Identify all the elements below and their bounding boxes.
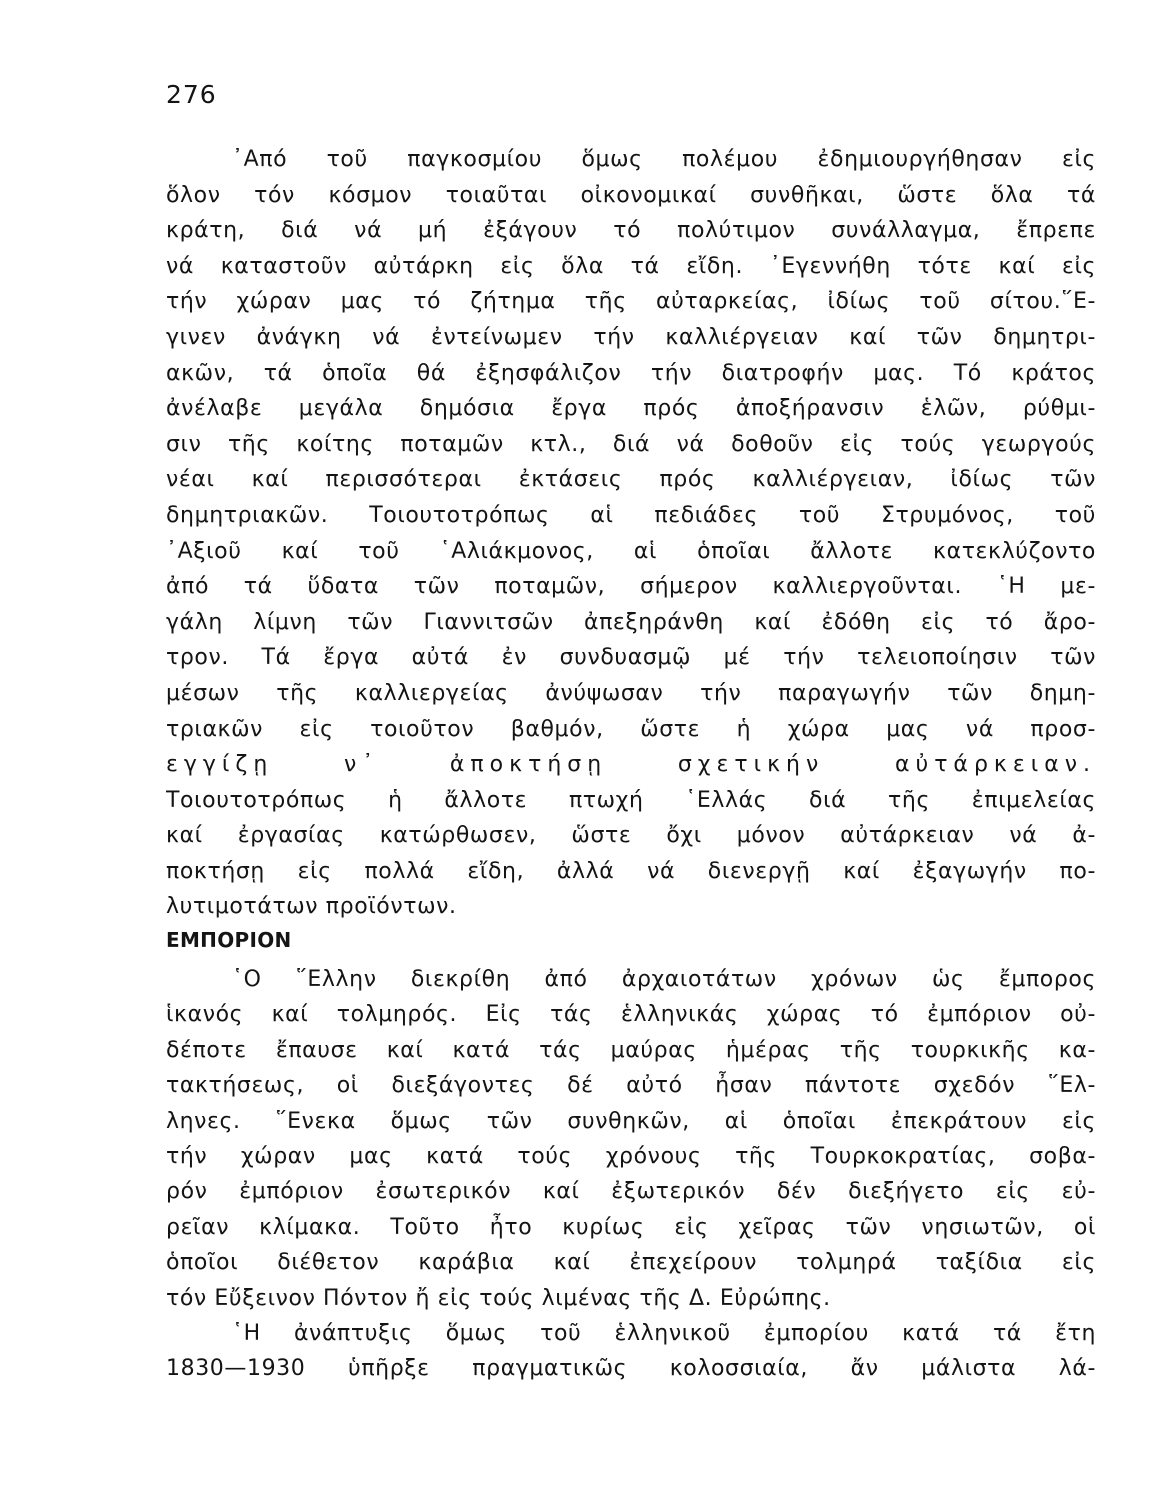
text-line: Τοιουτοτρόπως ἡ ἄλλοτε πτωχή ῾Ελλάς διά τῆς ἐπιμελείας — [166, 787, 1096, 813]
paragraph-agriculture — [166, 142, 1096, 925]
text-line: ἱκανός καί τολμηρός. Εἰς τάς ἑλληνικάς χώρας τό ἐμπόριον οὐ- — [166, 1002, 1096, 1028]
page-number: 276 — [166, 80, 217, 109]
text-line: ληνες. ῞Ενεκα ὅμως τῶν συνθηκῶν, αἱ ὁποῖαι ἐπεκράτουν εἰς — [166, 1108, 1096, 1134]
text-line: δέποτε ἔπαυσε καί κατά τάς μαύρας ἡμέρας τῆς τουρκικῆς κα- — [166, 1037, 1096, 1063]
text-line: τήν χώραν μας τό ζήτημα τῆς αὐταρκείας, ἰδίως τοῦ σίτου.῞Ε- — [166, 289, 1096, 315]
paragraph-commerce — [166, 962, 1096, 1387]
text-line: τήν χώραν μας κατά τούς χρόνους τῆς Τουρκοκρατίας, σοβα- — [166, 1143, 1096, 1169]
text-line: τριακῶν εἰς τοιοῦτον βαθμόν, ὥστε ἡ χώρα μας νά προσ- — [166, 716, 1096, 742]
text-line: ᾿Από τοῦ παγκοσμίου ὅμως πολέμου ἐδημιουργήθησαν εἰς — [232, 147, 1096, 172]
text-line: γάλη λίμνη τῶν Γιαννιτσῶν ἀπεξηράνθη καί ἐδόθη εἰς τό ἄρο- — [166, 609, 1096, 635]
text-line: ποκτήσῃ εἰς πολλά εἴδη, ἀλλά νά διενεργῇ καί ἐξαγωγήν πο- — [166, 858, 1096, 884]
text-line: ὁποῖοι διέθετον καράβια καί ἐπεχείρουν τολμηρά ταξίδια εἰς — [166, 1250, 1096, 1276]
text-line: ὅλον τόν κόσμον τοιαῦται οἰκονομικαί συνθῆκαι, ὥστε ὅλα τά — [166, 182, 1096, 208]
text-line: μέσων τῆς καλλιεργείας ἀνύψωσαν τήν παραγωγήν τῶν δημη- — [166, 680, 1096, 706]
text-line: καί ἐργασίας κατώρθωσεν, ὥστε ὄχι μόνον αὐτάρκειαν νά ἀ- — [166, 823, 1096, 849]
text-line: ἀπό τά ὕδατα τῶν ποταμῶν, σήμερον καλλιεργοῦνται. ῾Η με- — [166, 574, 1096, 600]
text-line: ᾿Αξιοῦ καί τοῦ ῾Αλιάκμονος, αἱ ὁποῖαι ἄλλοτε κατεκλύζοντο — [166, 538, 1096, 564]
text-line: ἀνέλαβε μεγάλα δημόσια ἔργα πρός ἀποξήρανσιν ἑλῶν, ρύθμι- — [166, 396, 1096, 422]
text-line: τόν Εὔξεινον Πόντον ἤ εἰς τούς λιμένας τῆς Δ. Εὐρώπης. — [166, 1285, 831, 1311]
text-line: νά καταστοῦν αὐτάρκη εἰς ὅλα τά εἴδη. ᾿Εγεννήθη τότε καί εἰς — [166, 253, 1096, 279]
text-line: ρεῖαν κλίμακα. Τοῦτο ἦτο κυρίως εἰς χεῖρας τῶν νησιωτῶν, οἱ — [166, 1214, 1096, 1240]
text-line: τρον. Τά ἔργα αὐτά ἐν συνδυασμῷ μέ τήν τελειοποίησιν τῶν — [166, 645, 1096, 671]
text-line: νέαι καί περισσότεραι ἐκτάσεις πρός καλλιέργειαν, ἰδίως τῶν — [166, 467, 1096, 493]
text-line: 1830—1930 ὑπῆρξε πραγματικῶς κολοσσιαία, ἄν μάλιστα λά- — [166, 1356, 1096, 1382]
text-line: τακτήσεως, οἱ διεξάγοντες δέ αὐτό ἦσαν πάντοτε σχεδόν ῞Ελ- — [166, 1073, 1096, 1099]
text-line: λυτιμοτάτων προϊόντων. — [166, 894, 457, 920]
text-line: δημητριακῶν. Τοιουτοτρόπως αἱ πεδιάδες τοῦ Στρυμόνος, τοῦ — [166, 502, 1096, 528]
text-line: κράτη, διά νά μή ἐξάγουν τό πολύτιμον συνάλλαγμα, ἔπρεπε — [166, 218, 1096, 244]
text-line: γινεν ἀνάγκη νά ἐντείνωμεν τήν καλλιέργειαν καί τῶν δημητρι- — [166, 324, 1096, 350]
text-line: ῾Ο ῞Ελλην διεκρίθη ἀπό ἀρχαιοτάτων χρόνων ὡς ἔμπορος — [232, 967, 1096, 992]
text-line: ρόν ἐμπόριον ἐσωτερικόν καί ἐξωτερικόν δέν διεξήγετο εἰς εὐ- — [166, 1179, 1096, 1205]
text-line: ῾Η ἀνάπτυξις ὅμως τοῦ ἑλληνικοῦ ἐμπορίου κατά τά ἔτη — [232, 1320, 1096, 1346]
text-line-spaced: εγγίζῃ ν᾿ ἀποκτήσῃ σχετικήν αὐτάρκειαν. — [166, 752, 1096, 778]
text-line: ακῶν, τά ὁποῖα θά ἐξησφάλιζον τήν διατροφήν μας. Τό κράτος — [166, 360, 1096, 386]
section-heading: ΕΜΠΟΡΙΟΝ — [166, 928, 292, 952]
text-line: σιν τῆς κοίτης ποταμῶν κτλ., διά νά δοθοῦν εἰς τούς γεωργούς — [166, 431, 1096, 457]
